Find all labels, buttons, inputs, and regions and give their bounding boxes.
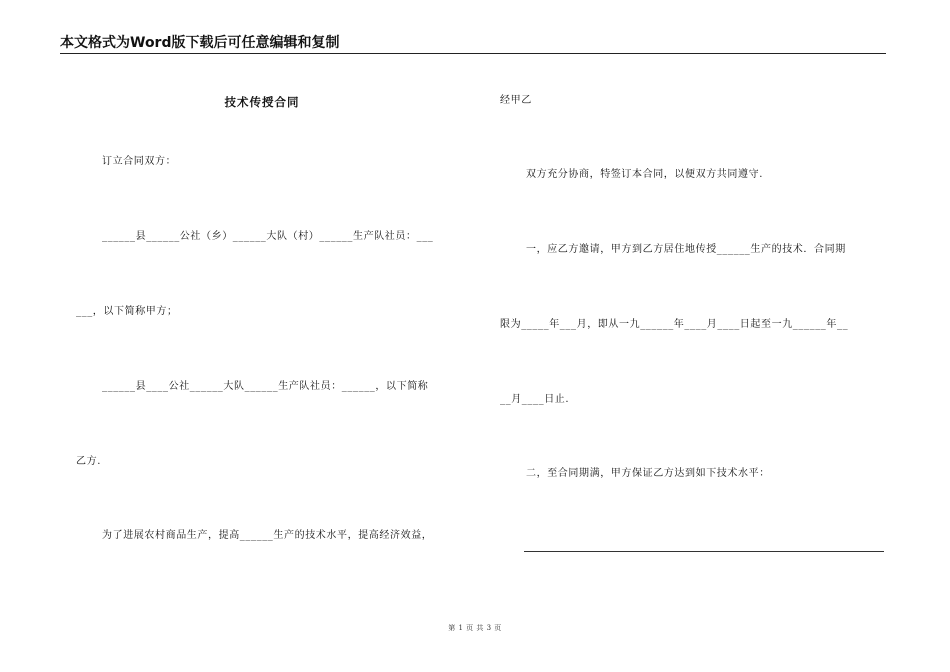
right-paragraph-5: __月____日止. — [500, 394, 570, 405]
left-paragraph-4: ______县____公社______大队______生产队社员：______，以下简称 — [102, 381, 429, 392]
fill-in-blank-line — [524, 551, 884, 552]
right-paragraph-3: 一，应乙方邀请，甲方到乙方居住地传授______生产的技术．合同期 — [526, 244, 846, 255]
left-paragraph-2: ______县______公社（乡）______大队（村）______生产队社员：___ — [102, 231, 434, 242]
right-paragraph-2: 双方充分协商，特签订本合同，以便双方共同遵守. — [526, 169, 763, 180]
header-divider — [60, 53, 886, 54]
right-paragraph-1: 经甲乙 — [500, 95, 532, 106]
document-header: 本文格式为Word版下载后可任意编辑和复制 — [60, 35, 340, 51]
left-paragraph-6: 为了进展农村商品生产，提高______生产的技术水平，提高经济效益， — [102, 530, 433, 541]
left-paragraph-3: ___，以下简称甲方； — [76, 306, 178, 317]
page-number: 第 1 页 共 3 页 — [448, 624, 502, 632]
left-paragraph-5: 乙方. — [76, 456, 101, 467]
right-paragraph-4: 限为_____年___月，即从一九______年____月____日起至一九______年__ — [500, 319, 849, 330]
left-paragraph-1: 订立合同双方： — [102, 156, 177, 167]
document-title: 技术传授合同 — [224, 95, 300, 109]
right-paragraph-6: 二，至合同期满，甲方保证乙方达到如下技术水平： — [526, 468, 770, 479]
